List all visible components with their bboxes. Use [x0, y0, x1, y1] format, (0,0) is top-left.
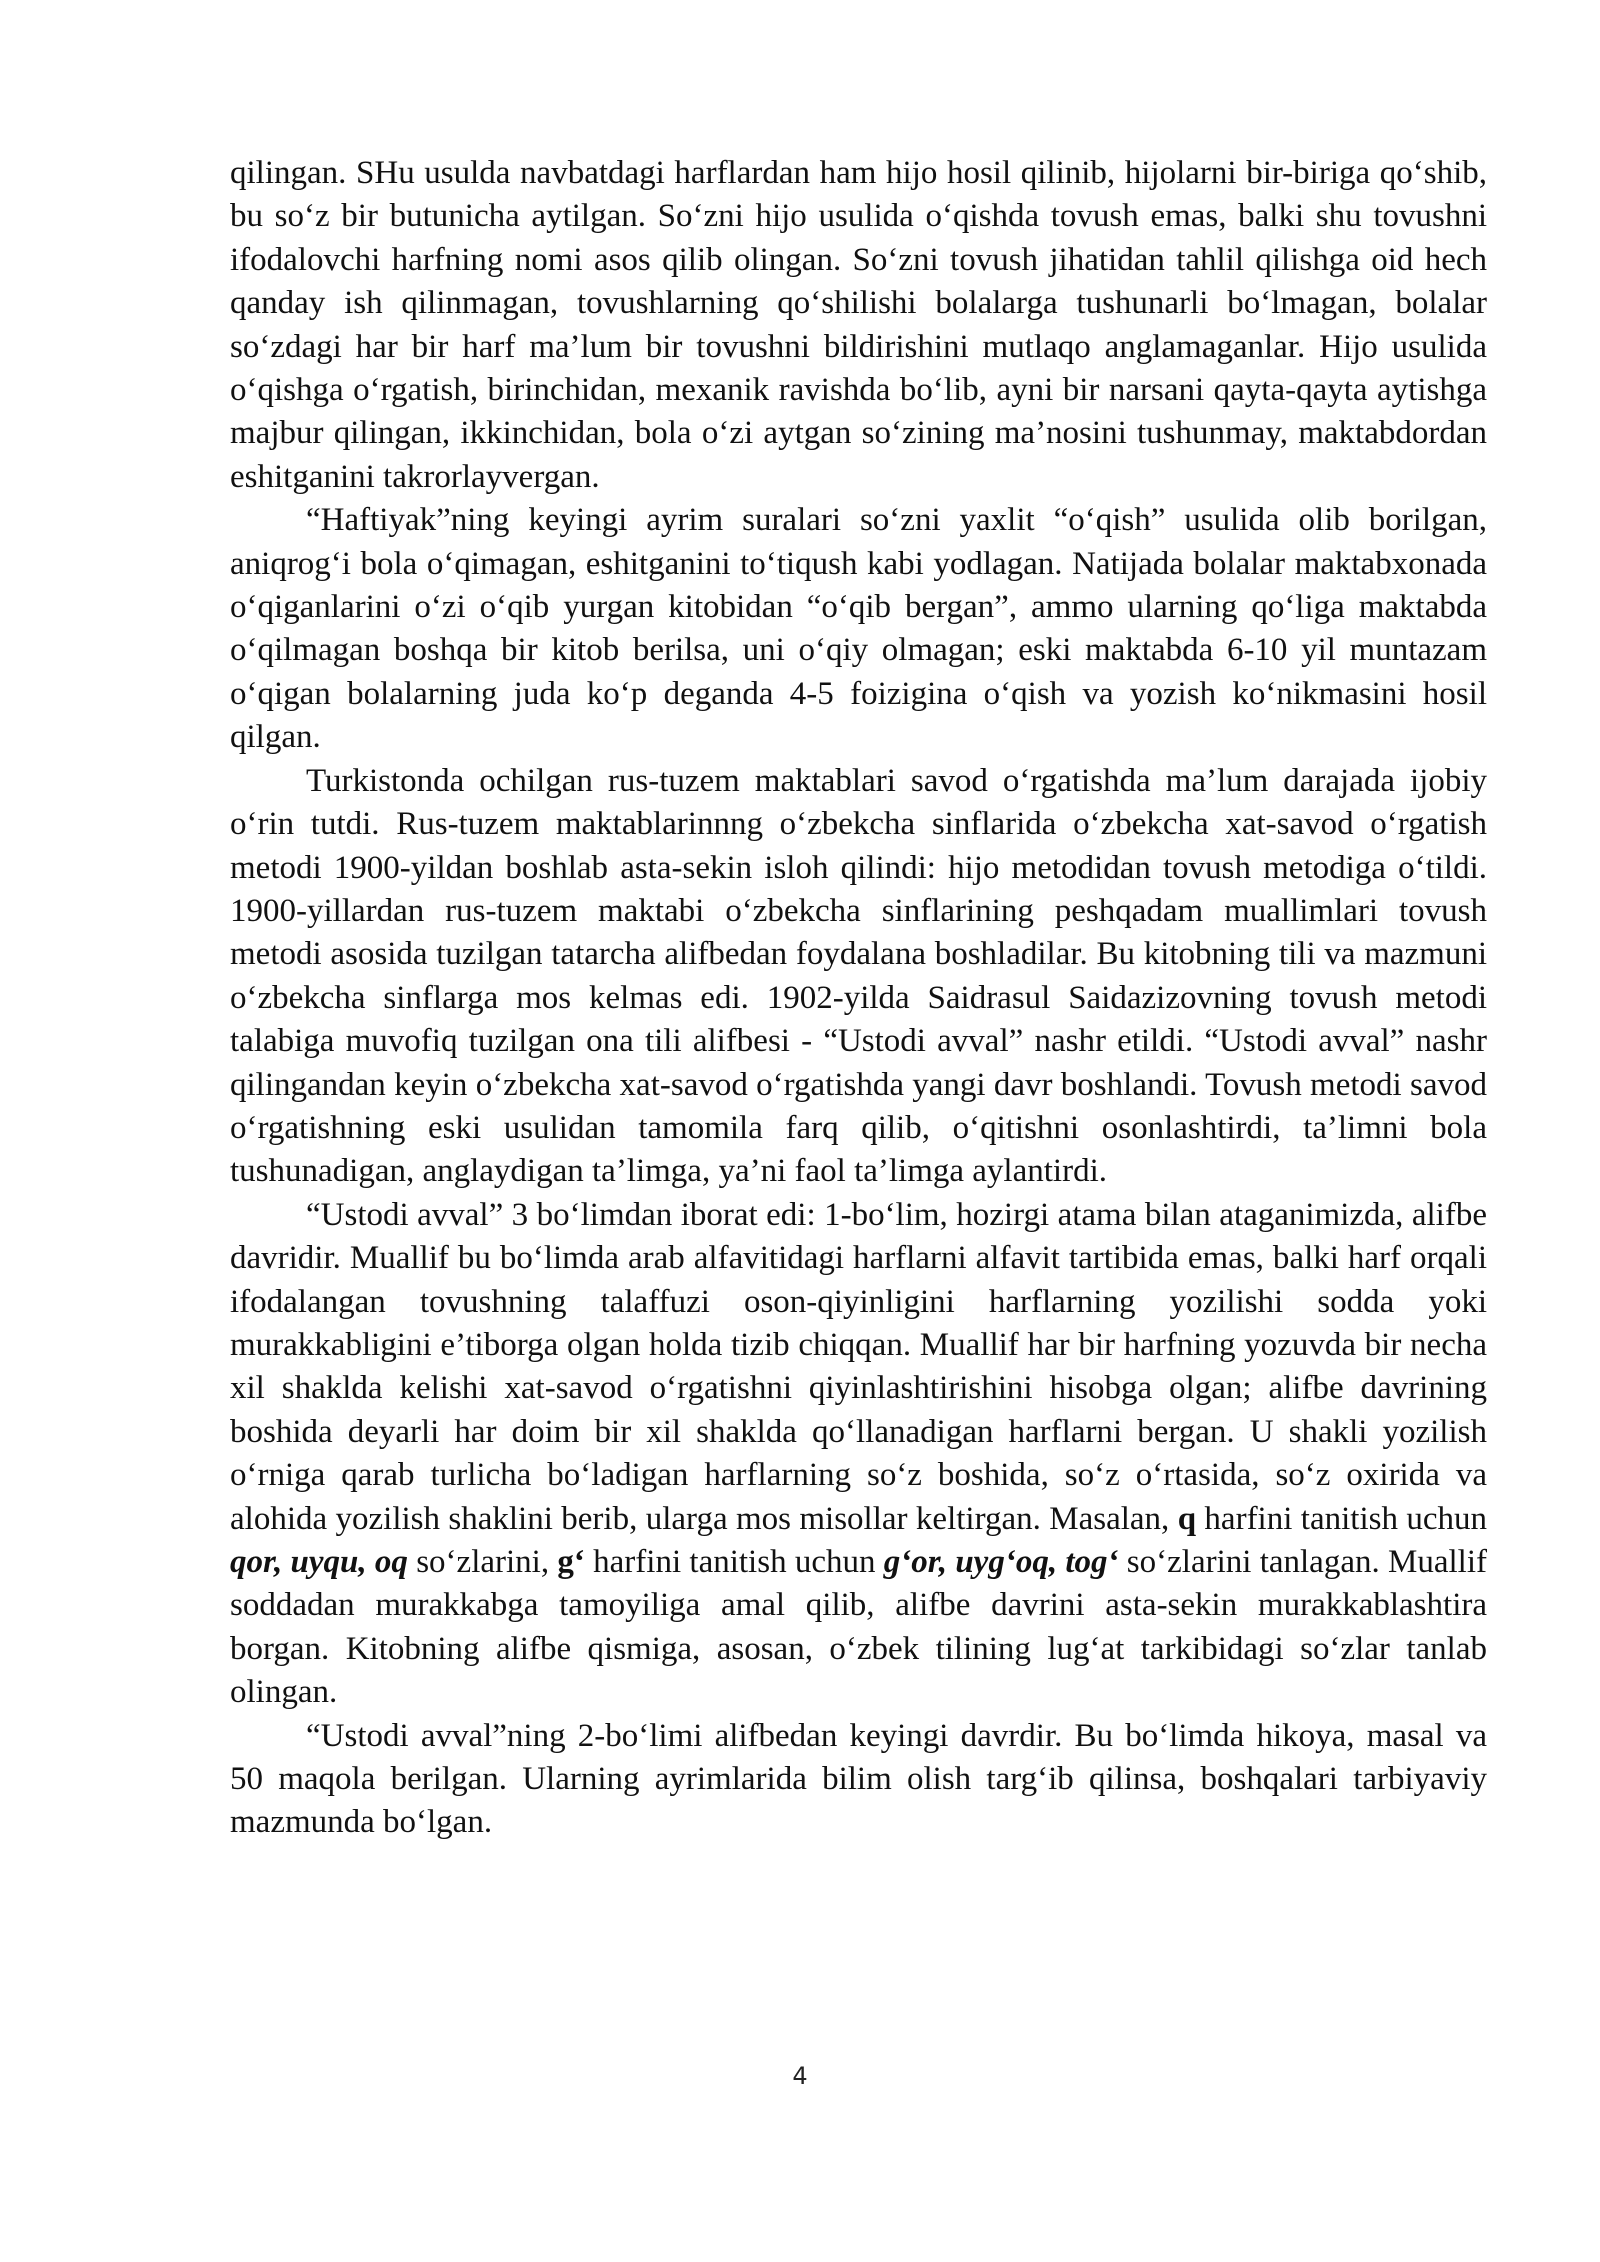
text-run: so‘zlarini,	[407, 1544, 558, 1580]
text-run: “Haftiyak”ning keyingi ayrim suralari so‘zni yaxlit “o‘qish” usulida olib borilgan, aniqrog‘i bola o‘qimagan, eshitganini to‘tiqush kabi yodlagan. Natijada bolalar maktabxonada o‘qiganlarini o‘zi o‘qib yurgan kitobidan “o‘qib bergan”, ammo ularning qo‘liga maktabda o‘qilmagan boshqa bir kitob berilsa, uni o‘qiy olmagan; eski maktabda 6-10 yil muntazam o‘qigan bolalarning juda ko‘p deganda 4-5 foizigina o‘qish va yozish ko‘nikmasini hosil qilgan.	[230, 502, 1487, 756]
bold-letter-g: g‘	[557, 1544, 585, 1580]
paragraph-4	[230, 1194, 1487, 1715]
text-run: harfini tanitish uchun	[1196, 1500, 1487, 1537]
example-words-q: qor, uyqu, oq	[230, 1544, 408, 1580]
page-number: 4	[792, 2062, 808, 2090]
text-run: Turkistonda ochilgan rus-tuzem maktablari savod o‘rgatishda ma’lum darajada ijobiy o‘rin tutdi. Rus-tuzem maktablarinnng o‘zbekcha sinflarida o‘zbekcha xat-savod o‘rgatish metodi 1900-yildan boshlab asta-sekin isloh qilindi: hijo metodidan tovush metodiga o‘tildi. 1900-yillardan rus-tuzem maktabi o‘zbekcha sinflarining peshqadam muallimlari tovush metodi asosida tuzilgan tatarcha alifbedan foydalana boshladilar. Bu kitobning tili va mazmuni o‘zbekcha sinflarga mos kelmas edi. 1902-yilda Saidrasul Saidazizovning tovush metodi talabiga muvofiq tuzilgan ona tili alifbesi - “Ustodi avval” nashr etildi. “Ustodi avval” nashr qilingandan keyin o‘zbekcha xat-savod o‘rgatishda yangi davr boshlandi. Tovush metodi savod o‘rgatishning eski usulidan tamomila farq qilib, o‘qitishni osonlashtirdi, ta’limni bola tushunadigan, anglaydigan ta’limga, ya’ni faol ta’limga aylantirdi.	[230, 762, 1487, 1190]
text-run: harfini tanitish uchun	[584, 1544, 884, 1580]
text-run: so‘zlarini tanlagan. Muallif soddadan murakkabga tamoyiliga amal qilib, alifbe davrini asta-sekin murakkablashtira borgan. Kitobning alifbe qismiga, asosan, o‘zbek tilining lug‘at tarkibidagi so‘zlar tanlab olingan.	[230, 1544, 1487, 1711]
example-words-g: g‘or, uyg‘oq, tog‘	[883, 1544, 1119, 1580]
paragraph-2	[230, 499, 1487, 759]
text-run: qilingan. SHu usulda navbatdagi harflardan ham hijo hosil qilinib, hijolarni bir-biriga qo‘shib, bu so‘z bir butunicha aytilgan. So‘zni hijo usulida o‘qishda tovush emas, balki shu tovushni ifodalovchi harfning nomi asos qilib olingan. So‘zni tovush jihatidan tahlil qilishga oid hech qanday ish qilinmagan, tovushlarning qo‘shilishi bolalarga tushunarli bo‘lmagan, bolalar so‘zdagi har bir harf ma’lum bir tovushni bildirishini mutlaqo anglamaganlar. Hijo usulida o‘qishga o‘rgatish, birinchidan, mexanik ravishda bo‘lib, ayni bir narsani qayta-qayta aytishga majbur qilingan, ikkinchidan, bola o‘zi aytgan so‘zining ma’nosini tushunmay, maktabdordan eshitganini takrorlayvergan.	[230, 155, 1487, 495]
document-page	[230, 152, 1487, 1845]
paragraph-1	[230, 152, 1487, 499]
paragraph-3	[230, 760, 1487, 1194]
paragraph-5	[230, 1715, 1487, 1845]
bold-letter-q: q	[1177, 1500, 1197, 1537]
text-run: “Ustodi avval” 3 bo‘limdan iborat edi: 1-bo‘lim, hozirgi atama bilan ataganimizda, alifbe davridir. Muallif bu bo‘limda arab alfavitidagi harflarni alfavit tartibida emas, balki harf orqali ifodalangan tovushning talaffuzi oson-qiyinligini harflarning yozilishi sodda yoki murakkabligini e’tiborga olgan holda tizib chiqqan. Muallif har bir harfning yozuvda bir necha xil shaklda kelishi xat-savod o‘rgatishni qiyinlashtirishini hisobga olgan; alifbe davrining boshida deyarli har doim bir xil shaklda qo‘llanadigan harflarni bergan. U shakli yozilish o‘rniga qarab turlicha bo‘ladigan harflarning so‘z boshida, so‘z o‘rtasida, so‘z oxirida va alohida yozilish shaklini berib, ularga mos misollar keltirgan. Masalan,	[230, 1196, 1487, 1537]
text-run: “Ustodi avval”ning 2-bo‘limi alifbedan keyingi davrdir. Bu bo‘limda hikoya, masal va 50 maqola berilgan. Ularning ayrimlarida bilim olish targ‘ib qilinsa, boshqalari tarbiyaviy mazmunda bo‘lgan.	[230, 1717, 1487, 1841]
